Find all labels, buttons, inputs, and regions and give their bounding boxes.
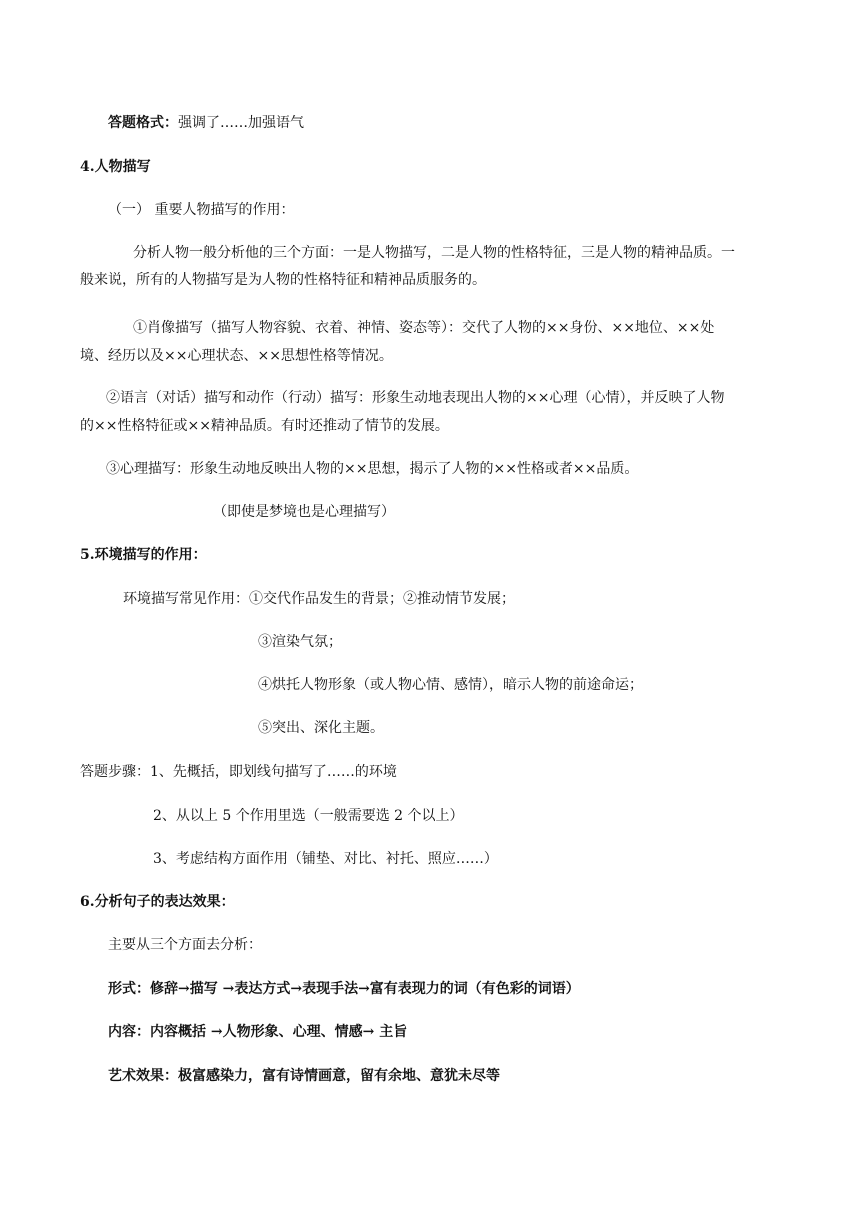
dream-note: （即使是梦境也是心理描写） (213, 504, 395, 520)
s5-item-5: ⑤突出、深化主题。 (258, 720, 384, 736)
speech-action-item-line-1: ②语言（对话）描写和动作（行动）描写：形象生动地表现出人物的××心理（心情），并反映了人物 (106, 390, 725, 406)
portrait-item-line-2: 境、经历以及××心理状态、××思想性格等情况。 (80, 348, 393, 364)
s5-item-4: ④烘托人物形象（或人物心情、感情），暗示人物的前途命运； (258, 677, 643, 693)
s5-step-2: 2、从以上 5 个作用里选（一般需要选 2 个以上） (153, 808, 464, 824)
portrait-item-line-1: ①肖像描写（描写人物容貌、衣着、神情、姿态等）：交代了人物的××身份、××地位、××处 (133, 320, 715, 336)
s5-item-3: ③渲染气氛； (258, 634, 342, 650)
section-4-heading: 4.人物描写 (80, 159, 151, 175)
answer-format-text: 强调了……加强语气 (178, 115, 304, 131)
section-6-heading: 6.分析句子的表达效果： (80, 894, 235, 910)
s5-step-3: 3、考虑结构方面作用（铺垫、对比、衬托、照应……） (153, 851, 498, 867)
s6-content: 内容：内容概括 →人物形象、心理、情感→ 主旨 (108, 1024, 408, 1040)
s5-intro: 环境描写常见作用：①交代作品发生的背景；②推动情节发展； (123, 591, 515, 607)
section-5-heading: 5.环境描写的作用： (80, 547, 207, 563)
psychology-item: ③心理描写：形象生动地反映出人物的××思想，揭示了人物的××性格或者××品质。 (106, 461, 639, 477)
s6-intro: 主要从三个方面去分析： (108, 937, 262, 953)
section-4-subheading: （一） 重要人物描写的作用： (108, 202, 295, 218)
s4-paragraph-line-1: 分析人物一般分析他的三个方面：一是人物描写，二是人物的性格特征，三是人物的精神品质。一 (133, 245, 735, 261)
s4-paragraph-line-2: 般来说，所有的人物描写是为人物的性格特征和精神品质服务的。 (80, 272, 486, 288)
answer-format-label: 答题格式： (108, 115, 178, 131)
speech-action-item-line-2: 的××性格特征或××精神品质。有时还推动了情节的发展。 (80, 418, 449, 434)
s6-art-effect: 艺术效果：极富感染力，富有诗情画意，留有余地、意犹未尽等 (108, 1068, 500, 1084)
answer-format-line (108, 113, 304, 133)
s5-step-1: 答题步骤：1、先概括，即划线句描写了……的环境 (80, 764, 397, 780)
s6-form: 形式：修辞→描写 →表达方式→表现手法→富有表现力的词（有色彩的词语） (108, 981, 580, 997)
